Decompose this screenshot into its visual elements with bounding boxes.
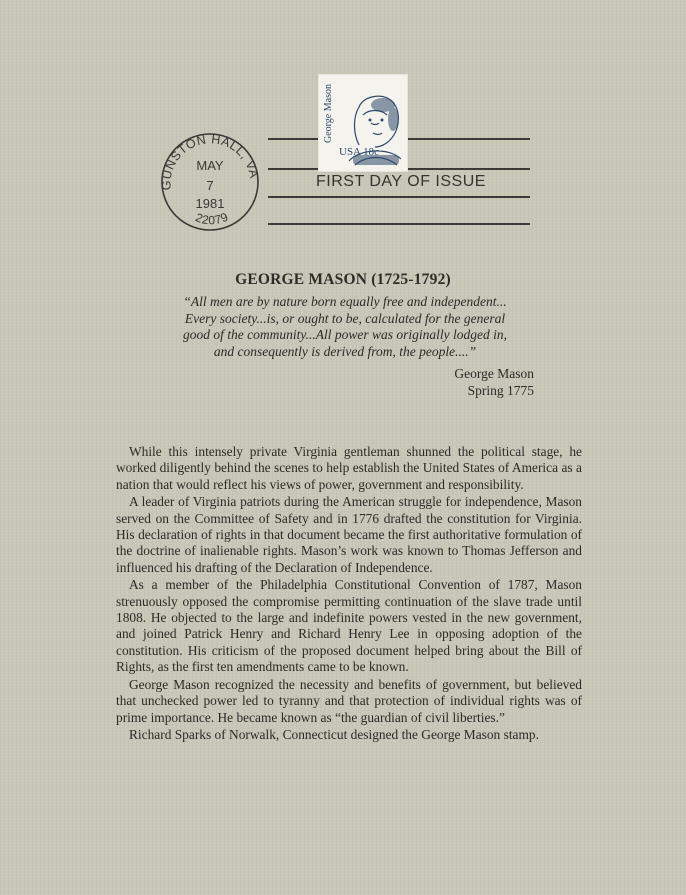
attribution-name: George Mason — [454, 366, 534, 381]
body-paragraph: Richard Sparks of Norwalk, Connecticut designed the George Mason stamp. — [129, 726, 539, 742]
postmark-zip: 22079 — [193, 209, 231, 228]
svg-text:22079 — [194, 209, 231, 227]
quote-block — [150, 294, 540, 360]
postmark-day: 7 — [206, 178, 214, 193]
quote-line: good of the community...All power was originally lodged in, — [183, 327, 507, 342]
quote-line: and consequently is derived from, the people....” — [213, 343, 477, 359]
stamp-subject-name: George Mason — [323, 84, 334, 143]
postmark-year: 1981 — [195, 196, 225, 211]
quote-attribution — [420, 366, 534, 399]
cancel-bar — [268, 196, 530, 198]
body-paragraph: George Mason recognized the necessity and benefits of government, but believed that unchecked power led to tyranny and that protection of individual rights was of prime importance. He became known as “the guardian of civil liberties.” — [116, 676, 582, 725]
biography-text — [116, 444, 582, 743]
quote-line: “All men are by nature born equally free and independent... — [183, 294, 507, 309]
body-paragraph: While this intensely private Virginia gentleman shunned the political stage, he worked diligently behind the scenes to help establish the United States of America as a nation that would reflect his views of power, government and responsibility. — [116, 444, 582, 492]
body-paragraph: A leader of Virginia patriots during the American struggle for independence, Mason served on the Committee of Safety and in 1776 drafted the constitution for Virginia. His declaration of rights in that document became the first authoritative formulation of the doctrine of inalienable rights. Mason’s work was known to Thomas Jefferson and influenced his drafting of the Declaration of Independence. — [116, 494, 582, 575]
postmark — [158, 130, 262, 234]
stamp-denomination: USA 18c — [339, 146, 380, 158]
attribution-date: Spring 1775 — [467, 382, 534, 398]
body-paragraph: As a member of the Philadelphia Constitutional Convention of 1787, Mason strenuously opposed the compromise permitting continuation of the slave trade until 1808. He objected to the large and indefinite powers vested in the new government, and joined Patrick Henry and Richard Henry Lee in opposing adoption of the constitution. His criticism of the proposed document helped bring about the Bill of Rights, as the first ten amendments came to be known. — [116, 577, 582, 675]
postage-stamp — [318, 74, 408, 172]
cancel-bar — [268, 223, 530, 225]
postmark-town: GUNSTON HALL, VA — [159, 132, 262, 191]
quote-line: Every society...is, or ought to be, calculated for the general — [184, 310, 506, 326]
page-title: GEORGE MASON (1725-1792) — [235, 271, 451, 288]
first-day-of-issue-cancel: FIRST DAY OF ISSUE — [316, 173, 486, 190]
postmark-month: MAY — [196, 158, 224, 173]
